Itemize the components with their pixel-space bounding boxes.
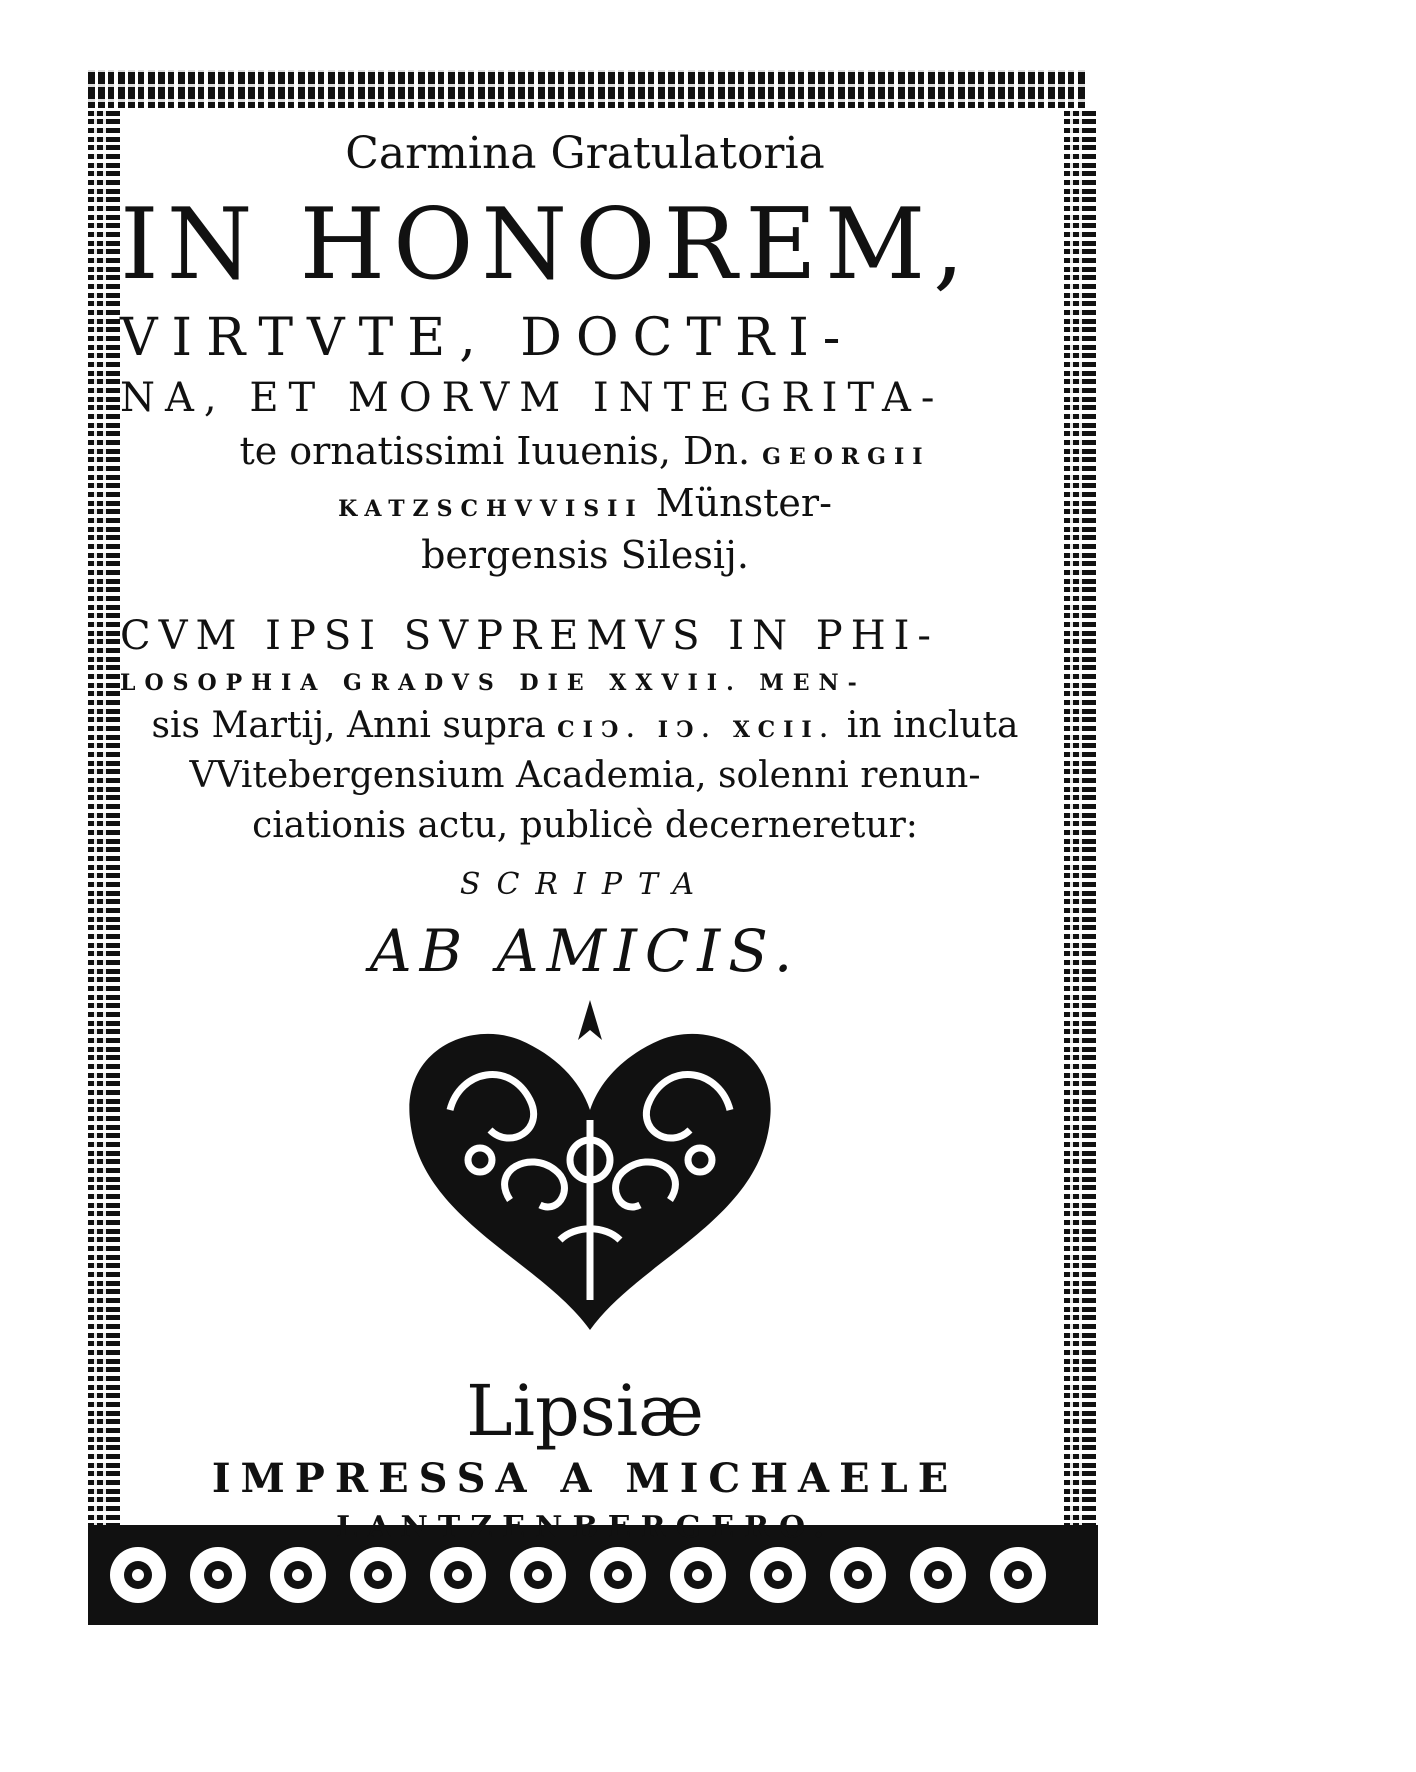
name-georgii: GEORGII [762,444,931,470]
heading-virtute: VIRTVTE, DOCTRI- [120,308,855,368]
title-page-text [120,110,1050,985]
date-numeral: CIↃ. IↃ. XCII. [557,717,836,743]
border-left [88,108,120,1528]
text-ab-amicis: AB AMICIS. [369,917,801,985]
text-decerneretur: ciationis actu, publicè decerneretur: [252,805,918,846]
heading-morum: NA, ET MORVM INTEGRITA- [120,375,945,421]
text-iuuenis-a: te ornatissimi Iuuenis, Dn. [239,429,763,473]
text-martij-a: sis Martij, Anni supra [151,705,558,746]
text-katzschvvisii [120,481,1050,525]
text-silesij: bergensis Silesij. [421,533,749,577]
imprint-printer-line-1: IMPRESSA A MICHAELE [211,1455,959,1502]
border-right [1064,108,1096,1528]
imprint-place: Lipsiæ [466,1370,704,1452]
text-losophia: LOSOPHIA GRADVS DIE XXVII. MEN- [120,670,866,696]
name-katzschvvisii: KATZSCHVVISII [338,496,644,522]
imprint-printer-line-2: LANTZENBERGERO. [336,1510,834,1545]
heading-cum-ipsi: CVM IPSI SVPREMVS IN PHI- [120,613,939,659]
heading-in-honorem: IN HONOREM, [120,188,973,302]
printer-ornament-heart-icon [390,1000,790,1340]
text-academia: VVitebergensium Academia, solenni renun- [189,755,981,796]
border-top [88,70,1088,108]
text-iuuenis [120,429,1050,473]
text-martij [120,705,1050,746]
heading-carmina: Carmina Gratulatoria [345,128,825,179]
text-martij-c: in incluta [835,705,1019,746]
text-munster: Münster- [643,481,832,525]
text-scripta: SCRIPTA [459,867,711,902]
